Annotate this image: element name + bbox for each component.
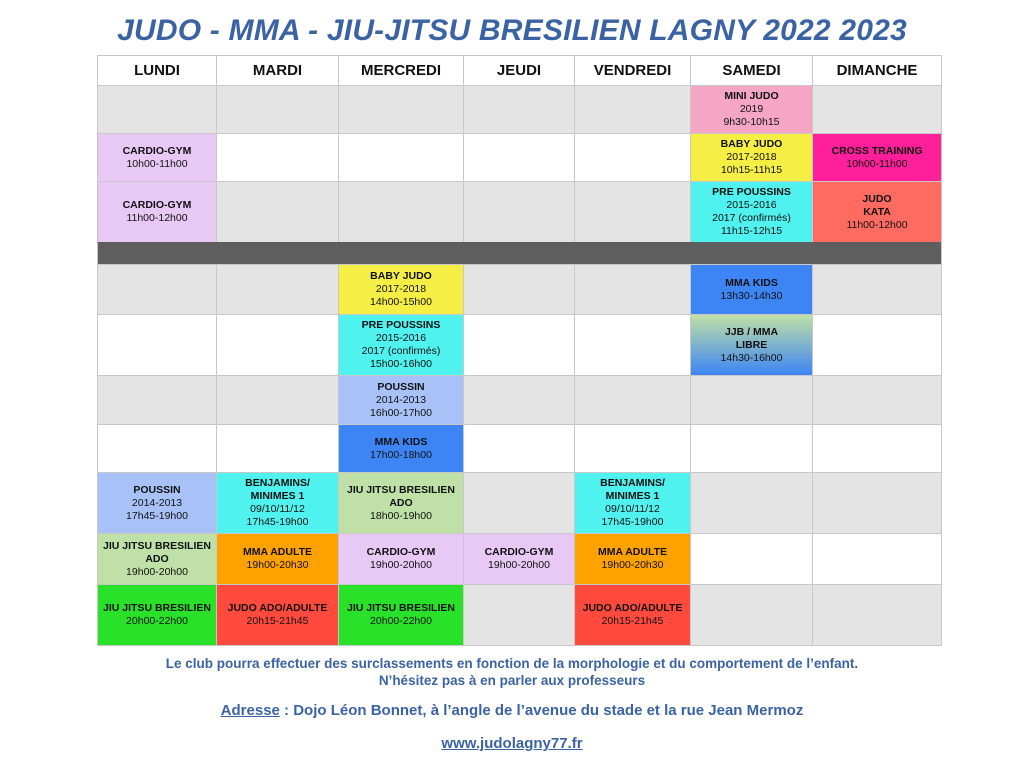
empty-cell bbox=[690, 424, 812, 472]
day-header-lundi: LUNDI bbox=[97, 55, 216, 85]
class-title: PRE POUSSINS bbox=[361, 319, 441, 331]
class-title: JUDO ADO/ADULTE bbox=[582, 602, 683, 614]
class-slot bbox=[463, 533, 574, 584]
class-detail: 17h45-19h00 bbox=[246, 516, 309, 528]
empty-cell bbox=[812, 584, 941, 645]
class-detail: 11h15-12h15 bbox=[720, 225, 783, 237]
empty-cell bbox=[574, 85, 690, 133]
class-slot bbox=[97, 472, 216, 533]
class-detail: 9h30-10h15 bbox=[723, 116, 780, 128]
day-header-vendredi: VENDREDI bbox=[574, 55, 690, 85]
class-slot bbox=[338, 375, 463, 424]
empty-cell bbox=[216, 314, 338, 375]
class-title: BABY JUDO bbox=[370, 270, 432, 282]
class-title: JIU JITSU BRESILIEN bbox=[347, 483, 455, 496]
class-detail: 2014-2013 bbox=[375, 393, 427, 406]
empty-cell bbox=[463, 85, 574, 133]
class-title: ADO bbox=[389, 496, 413, 509]
empty-cell bbox=[812, 375, 941, 424]
class-detail: 19h00-20h30 bbox=[246, 559, 309, 571]
class-detail: 10h00-11h00 bbox=[126, 157, 188, 170]
empty-cell bbox=[216, 375, 338, 424]
schedule-grid bbox=[97, 55, 942, 646]
class-slot bbox=[97, 584, 216, 645]
empty-cell bbox=[338, 181, 463, 242]
class-title: MINIMES 1 bbox=[250, 490, 305, 502]
empty-cell bbox=[463, 375, 574, 424]
empty-cell bbox=[97, 375, 216, 424]
class-slot bbox=[97, 533, 216, 584]
class-slot bbox=[338, 584, 463, 645]
class-title: JJB / MMA bbox=[724, 325, 779, 338]
class-detail: 10h15-11h15 bbox=[720, 164, 783, 176]
class-title: MMA ADULTE bbox=[597, 546, 667, 558]
class-title: JIU JITSU BRESILIEN bbox=[103, 539, 211, 552]
empty-cell bbox=[463, 264, 574, 314]
class-slot bbox=[690, 85, 812, 133]
class-detail: 09/10/11/12 bbox=[250, 503, 305, 515]
class-detail: 17h00-18h00 bbox=[370, 448, 432, 461]
empty-cell bbox=[97, 85, 216, 133]
class-title: CARDIO-GYM bbox=[122, 199, 192, 211]
class-detail: 18h00-19h00 bbox=[370, 509, 432, 522]
empty-cell bbox=[216, 424, 338, 472]
class-detail: 2017 (confirmés) bbox=[712, 212, 791, 224]
empty-cell bbox=[216, 133, 338, 181]
day-header-mercredi: MERCREDI bbox=[338, 55, 463, 85]
class-title: POUSSIN bbox=[133, 483, 181, 496]
empty-cell bbox=[463, 472, 574, 533]
class-detail: 19h00-20h00 bbox=[488, 559, 550, 571]
class-detail: 11h00-12h00 bbox=[846, 218, 908, 231]
class-slot bbox=[812, 181, 941, 242]
class-slot bbox=[690, 264, 812, 314]
empty-cell bbox=[463, 314, 574, 375]
class-detail: 20h15-21h45 bbox=[246, 615, 309, 627]
class-title: BABY JUDO bbox=[720, 138, 783, 150]
class-slot bbox=[216, 584, 338, 645]
empty-cell bbox=[812, 424, 941, 472]
class-slot bbox=[690, 181, 812, 242]
class-detail: 14h00-15h00 bbox=[370, 296, 432, 308]
class-title: KATA bbox=[863, 205, 891, 218]
empty-cell bbox=[574, 424, 690, 472]
class-detail: 13h30-14h30 bbox=[720, 289, 783, 302]
class-slot bbox=[216, 533, 338, 584]
class-detail: 19h00-20h00 bbox=[370, 559, 432, 571]
class-slot bbox=[690, 133, 812, 181]
day-header-jeudi: JEUDI bbox=[463, 55, 574, 85]
class-slot bbox=[690, 314, 812, 375]
class-title: MINIMES 1 bbox=[605, 490, 660, 502]
class-detail: 19h00-20h00 bbox=[126, 565, 188, 578]
empty-cell bbox=[812, 314, 941, 375]
class-title: ADO bbox=[145, 552, 169, 565]
empty-cell bbox=[812, 85, 941, 133]
empty-cell bbox=[574, 314, 690, 375]
class-detail: 2015-2016 bbox=[726, 199, 777, 211]
class-detail: 2017 (confirmés) bbox=[361, 345, 441, 357]
empty-cell bbox=[97, 314, 216, 375]
class-detail: 16h00-17h00 bbox=[370, 406, 432, 419]
class-slot bbox=[574, 472, 690, 533]
class-detail: 2017-2018 bbox=[726, 151, 777, 163]
note bbox=[0, 655, 1024, 689]
class-title: JUDO bbox=[862, 192, 892, 205]
day-header-mardi: MARDI bbox=[216, 55, 338, 85]
class-slot bbox=[338, 424, 463, 472]
empty-cell bbox=[97, 424, 216, 472]
separator-bar bbox=[97, 242, 941, 264]
class-detail: 15h00-16h00 bbox=[370, 358, 432, 370]
class-slot bbox=[812, 133, 941, 181]
empty-cell bbox=[574, 133, 690, 181]
class-title: JIU JITSU BRESILIEN bbox=[347, 602, 455, 614]
class-title: BENJAMINS/ bbox=[600, 477, 665, 489]
class-title: CROSS TRAINING bbox=[831, 144, 923, 157]
note-line-1: Le club pourra effectuer des surclassements en fonction de la morphologie et du comportement de l’enfant. bbox=[165, 656, 859, 671]
empty-cell bbox=[216, 264, 338, 314]
empty-cell bbox=[690, 472, 812, 533]
empty-cell bbox=[812, 533, 941, 584]
class-slot bbox=[338, 314, 463, 375]
class-detail: 11h00-12h00 bbox=[126, 212, 188, 224]
class-title: POUSSIN bbox=[377, 380, 425, 393]
class-title: MMA KIDS bbox=[374, 435, 428, 448]
class-detail: 2014-2013 bbox=[131, 496, 183, 509]
empty-cell bbox=[812, 264, 941, 314]
class-slot bbox=[338, 472, 463, 533]
class-detail: 17h45-19h00 bbox=[601, 516, 664, 528]
empty-cell bbox=[574, 181, 690, 242]
page-title: JUDO - MMA - JIU-JITSU BRESILIEN LAGNY 2022 2023 bbox=[117, 14, 907, 47]
empty-cell bbox=[690, 533, 812, 584]
class-title: PRE POUSSINS bbox=[712, 186, 791, 198]
class-detail: 2019 bbox=[739, 103, 764, 115]
empty-cell bbox=[574, 264, 690, 314]
class-title: CARDIO-GYM bbox=[484, 546, 554, 558]
note-line-2: N’hésitez pas à en parler aux professeurs bbox=[378, 673, 646, 688]
empty-cell bbox=[97, 264, 216, 314]
class-detail: 19h00-20h30 bbox=[601, 559, 664, 571]
empty-cell bbox=[216, 181, 338, 242]
class-title: JUDO ADO/ADULTE bbox=[227, 602, 328, 614]
website-link[interactable]: www.judolagny77.fr bbox=[441, 735, 583, 752]
class-slot bbox=[338, 533, 463, 584]
class-title: JIU JITSU BRESILIEN bbox=[103, 602, 211, 614]
class-title: MMA ADULTE bbox=[242, 546, 312, 558]
class-slot bbox=[574, 584, 690, 645]
class-title: LIBRE bbox=[735, 338, 768, 351]
day-header-dimanche: DIMANCHE bbox=[812, 55, 941, 85]
class-title: BENJAMINS/ bbox=[245, 477, 310, 489]
day-header-samedi: SAMEDI bbox=[690, 55, 812, 85]
class-slot bbox=[338, 264, 463, 314]
class-detail: 2017-2018 bbox=[375, 283, 427, 295]
empty-cell bbox=[463, 584, 574, 645]
class-slot bbox=[97, 133, 216, 181]
class-title: MMA KIDS bbox=[725, 276, 778, 289]
class-title: CARDIO-GYM bbox=[122, 144, 192, 157]
class-detail: 10h00-11h00 bbox=[846, 157, 908, 170]
class-title: CARDIO-GYM bbox=[366, 546, 436, 558]
empty-cell bbox=[338, 85, 463, 133]
class-slot bbox=[216, 472, 338, 533]
empty-cell bbox=[812, 472, 941, 533]
address bbox=[0, 702, 1024, 719]
empty-cell bbox=[463, 424, 574, 472]
empty-cell bbox=[463, 181, 574, 242]
empty-cell bbox=[463, 133, 574, 181]
address-text: : Dojo Léon Bonnet, à l’angle de l’avenue du stade et la rue Jean Mermoz bbox=[279, 702, 804, 719]
empty-cell bbox=[338, 133, 463, 181]
empty-cell bbox=[690, 584, 812, 645]
empty-cell bbox=[216, 85, 338, 133]
class-detail: 14h30-16h00 bbox=[720, 351, 783, 364]
empty-cell bbox=[690, 375, 812, 424]
class-slot bbox=[97, 181, 216, 242]
class-detail: 2015-2016 bbox=[375, 332, 427, 344]
class-title: MINI JUDO bbox=[724, 90, 779, 102]
class-detail: 17h45-19h00 bbox=[126, 509, 188, 522]
class-detail: 20h15-21h45 bbox=[601, 615, 664, 627]
empty-cell bbox=[574, 375, 690, 424]
address-label: Adresse bbox=[220, 702, 280, 719]
class-detail: 20h00-22h00 bbox=[370, 615, 432, 627]
class-detail: 09/10/11/12 bbox=[605, 503, 660, 515]
class-detail: 20h00-22h00 bbox=[126, 615, 188, 627]
class-slot bbox=[574, 533, 690, 584]
